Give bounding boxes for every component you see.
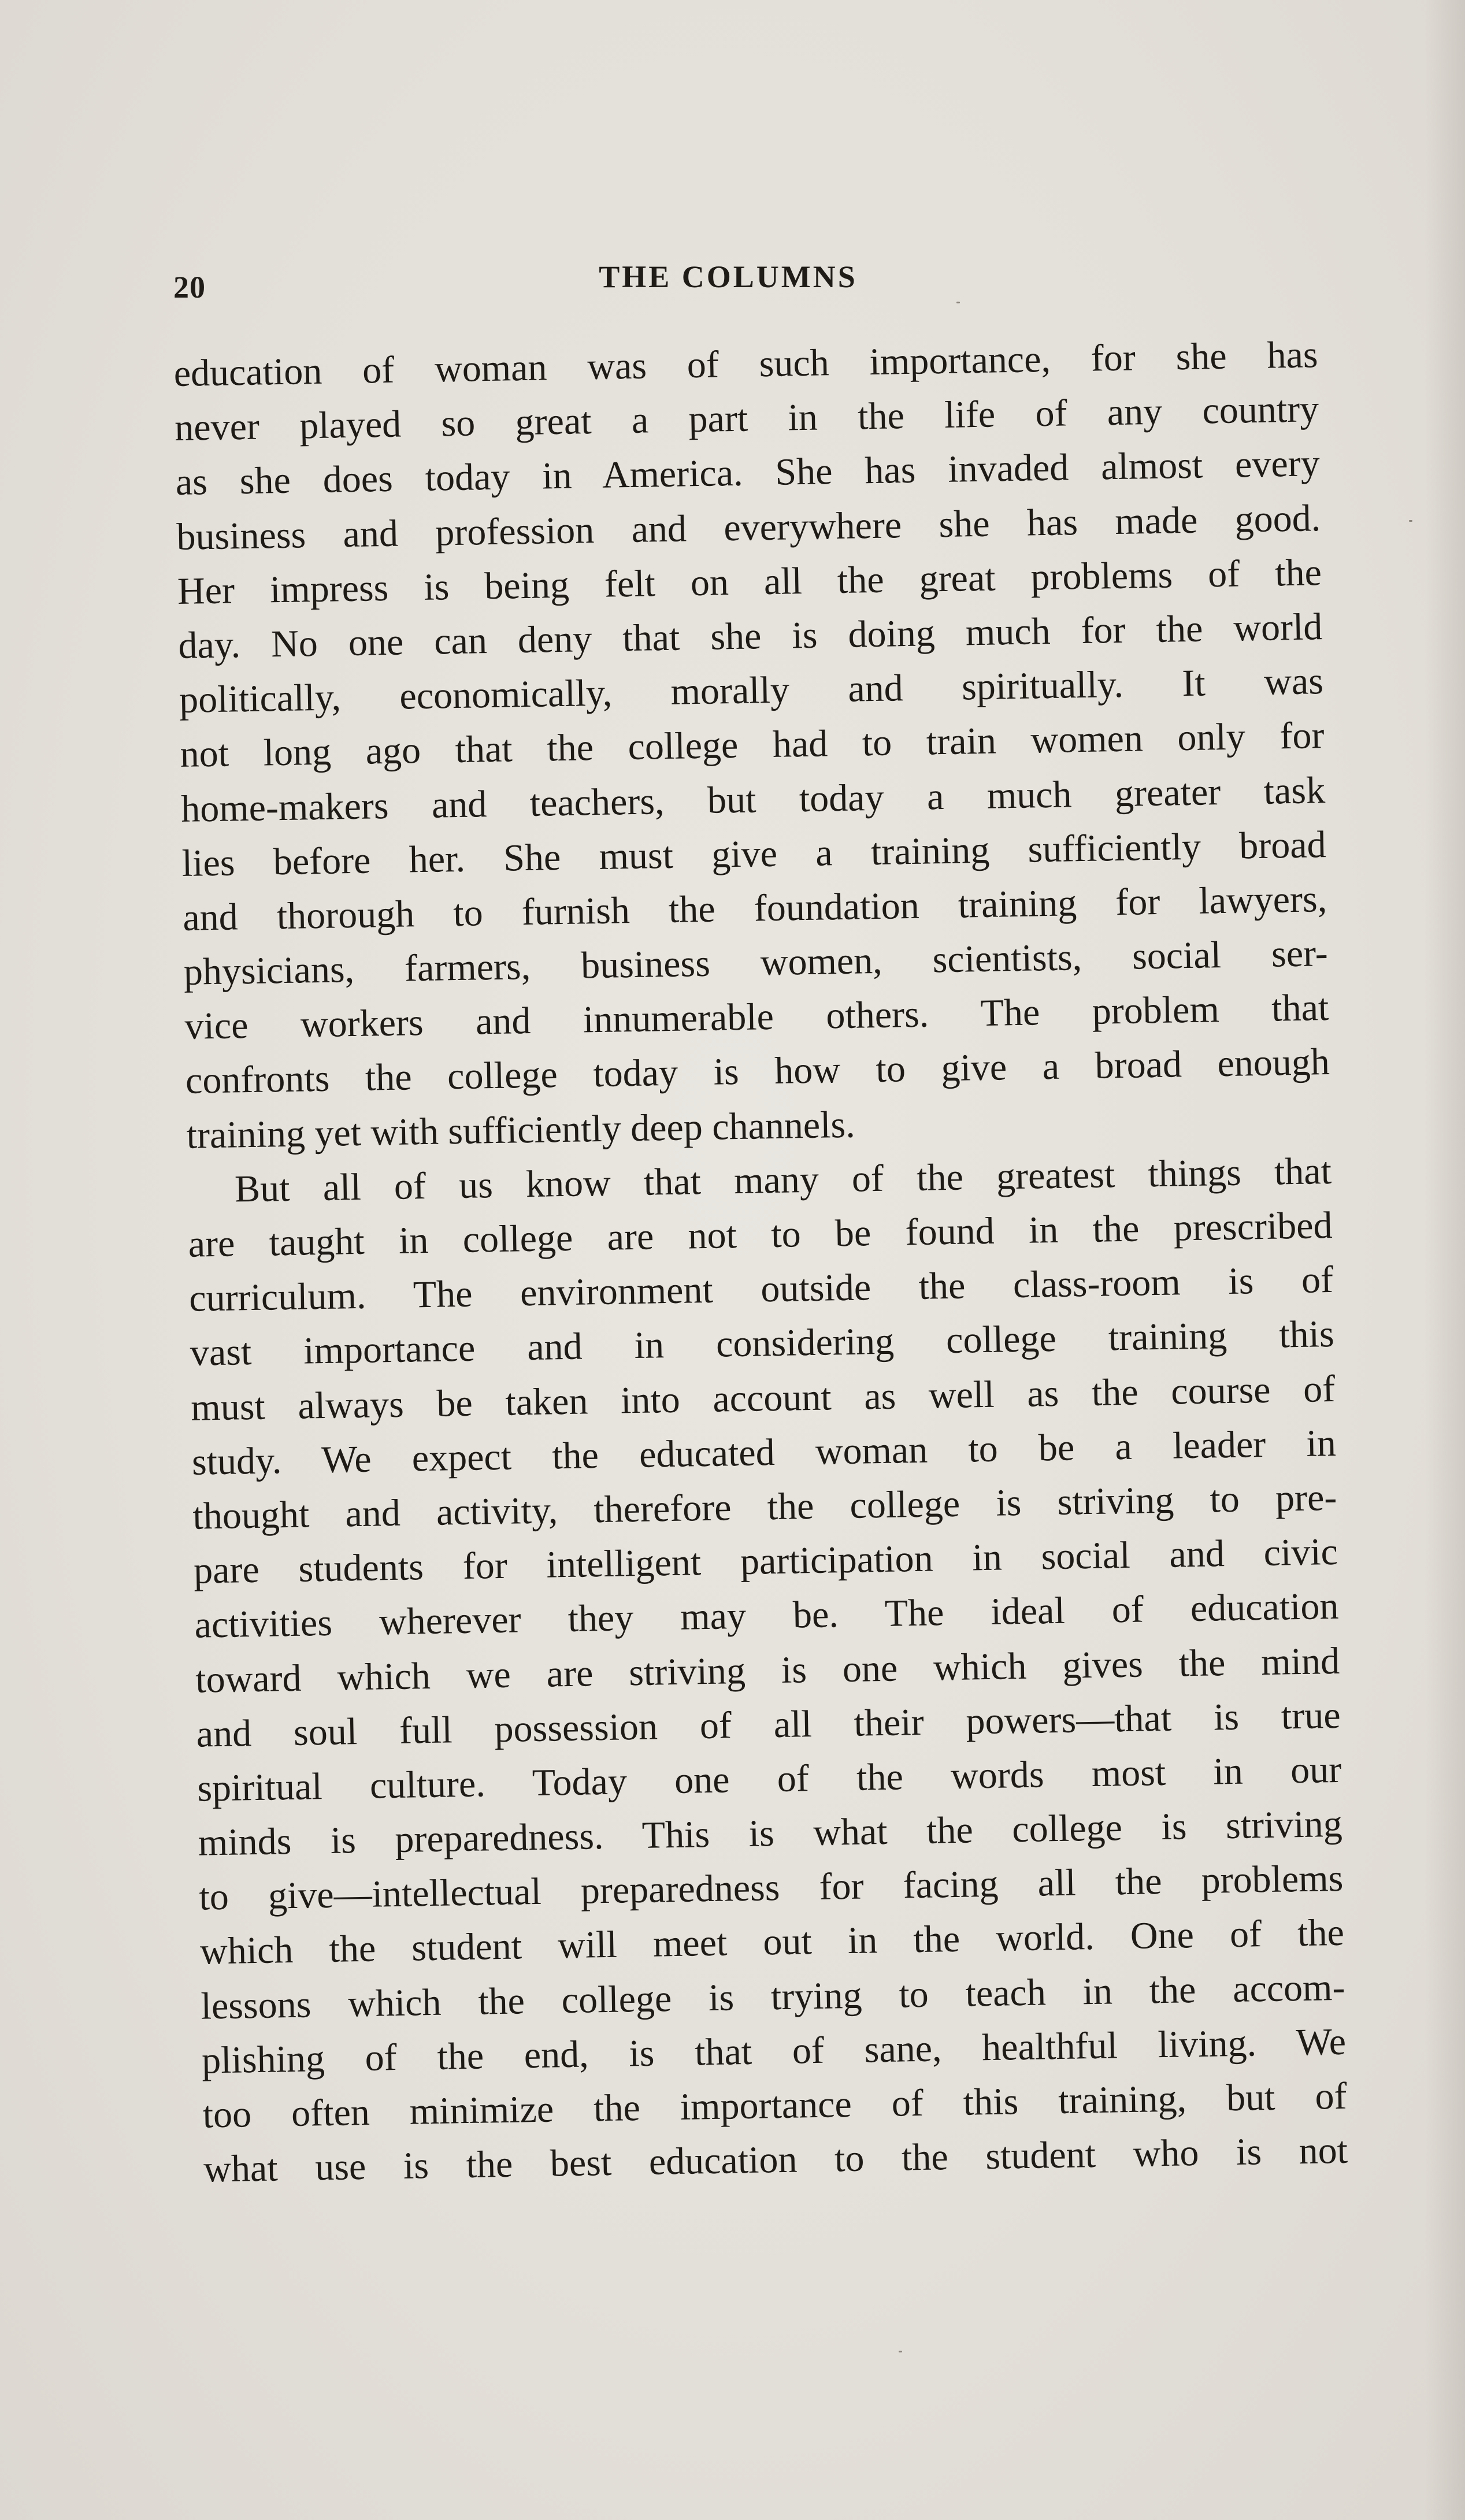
text-line: spiritual culture. Today one of the words most in our [196,1748,1342,1810]
text-line: are taught in college are not to be found in the prescribed [188,1204,1333,1265]
text-line: to give—intellectual preparedness for facing all the problems [198,1857,1344,1918]
text-line: vice workers and innumerable others. The problem that [184,986,1329,1048]
text-line: business and profession and everywhere she has made good. [176,496,1321,558]
text-line: must always be taken into account as well as the course of [190,1367,1336,1429]
paper-speck [956,302,960,303]
text-line: home-makers and teachers, but today a much greater task [180,769,1326,830]
text-line: day. No one can deny that she is doing much for the world [177,606,1323,667]
text-line: lessons which the college is trying to teach in the accom- [201,1966,1345,2028]
text-line: Her impress is being felt on all the great problems of the [177,551,1322,613]
text-line: thought and activity, therefore the college is striving to pre- [192,1476,1337,1538]
text-line: which the student will meet out in the world. One of the [199,1912,1345,1973]
page-number: 20 [173,270,206,305]
text-line: and soul full possession of all their powers—that is true [196,1694,1341,1756]
text-line: activities wherever they may be. The ideal of education [194,1585,1340,1647]
text-line: minds is preparedness. This is what the college is striving [198,1802,1343,1864]
running-title: THE COLUMNS [599,259,858,294]
text-line: and thorough to furnish the foundation training for lawyers, [182,877,1327,939]
paper-speck [899,2351,902,2352]
text-line: not long ago that the college had to train women only for [180,714,1325,776]
paragraph-first-line: But all of us know that many of the greatest things that [234,1149,1332,1211]
text-line: what use is the best education to the student who is not [203,2129,1348,2191]
text-line: lies before her. She must give a training sufficiently broad [181,823,1327,885]
text-line: never played so great a part in the life of any country [174,388,1319,450]
text-line: too often minimize the importance of this training, but of [202,2074,1348,2136]
text-line: physicians, farmers, business women, scientists, social ser- [183,932,1329,993]
page-edge-shadow [1425,0,1465,2520]
text-line: plishing of the end, is that of sane, healthful living. We [201,2020,1347,2082]
text-line: education of woman was of such importance, for she has [173,333,1319,395]
page-header [173,259,1300,311]
text-line: study. We expect the educated woman to be a leader in [191,1422,1337,1483]
paragraph-last-line: training yet with sufficiently deep channels. [186,1103,856,1157]
text-line: as she does today in America. She has invaded almost every [175,442,1321,504]
text-line: toward which we are striving is one which gives the mind [195,1639,1340,1701]
text-line: pare students for intelligent participation in social and civic [193,1531,1338,1592]
text-line: politically, economically, morally and spiritually. It was [179,660,1324,722]
text-line: confronts the college today is how to give a broad enough [185,1041,1330,1103]
text-line: curriculum. The environment outside the class-room is of [188,1259,1334,1320]
paper-speck [1409,520,1412,522]
body-text [173,328,1348,2197]
text-line: vast importance and in considering college training this [190,1313,1335,1375]
